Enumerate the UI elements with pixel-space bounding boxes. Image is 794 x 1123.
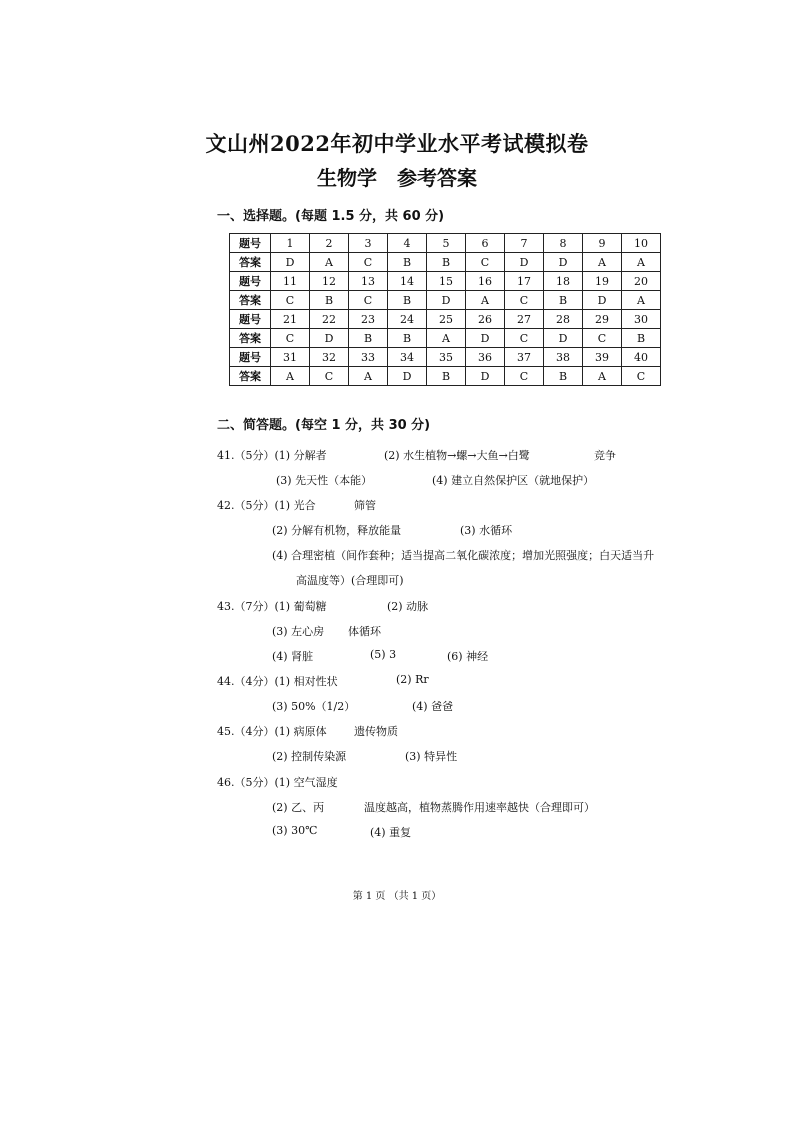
row-label-answer: 答案 — [230, 253, 271, 272]
answer-cell: C — [622, 367, 661, 386]
answer-text: (2) Rr — [396, 673, 429, 686]
question-number-cell: 3 — [349, 234, 388, 253]
answer-cell: A — [271, 367, 310, 386]
answer-cell: A — [349, 367, 388, 386]
answer-text: (2) 水生植物→螺→大鱼→白鹭 — [384, 449, 530, 462]
question-number-cell: 28 — [544, 310, 583, 329]
question-number-cell: 7 — [505, 234, 544, 253]
answer-cell: D — [466, 329, 505, 348]
question-number-cell: 40 — [622, 348, 661, 367]
section-2-heading: 二、简答题。(每空 1 分，共 30 分) — [217, 418, 431, 433]
answer-text: (2) 控制传染源 — [272, 750, 347, 763]
answer-cell: D — [544, 329, 583, 348]
answer-cell: C — [466, 253, 505, 272]
answer-text: (5) 3 — [370, 648, 397, 661]
question-number-cell: 29 — [583, 310, 622, 329]
question-number-cell: 27 — [505, 310, 544, 329]
answer-cell: C — [583, 329, 622, 348]
row-label-answer: 答案 — [230, 329, 271, 348]
answer-cell: A — [466, 291, 505, 310]
answer-text: 高温度等）(合理即可) — [296, 574, 404, 587]
question-number-cell: 6 — [466, 234, 505, 253]
answer-cell: C — [505, 329, 544, 348]
answer-cell: B — [544, 367, 583, 386]
question-number-cell: 12 — [310, 272, 349, 291]
answer-cell: C — [349, 291, 388, 310]
question-number-row — [230, 348, 661, 367]
answer-cell: D — [505, 253, 544, 272]
answer-text: (4) 重复 — [370, 826, 412, 839]
answer-cell: A — [583, 367, 622, 386]
answer-cell: A — [622, 253, 661, 272]
answer-cell: C — [505, 367, 544, 386]
row-label-number: 题号 — [230, 272, 271, 291]
row-label-number: 题号 — [230, 348, 271, 367]
answer-text: 体循环 — [348, 625, 381, 638]
answer-text: 44.（4分）(1) 相对性状 — [217, 675, 338, 688]
answer-cell: B — [388, 329, 427, 348]
question-number-cell: 13 — [349, 272, 388, 291]
answer-cell: D — [310, 329, 349, 348]
answer-cell: B — [622, 329, 661, 348]
answer-cell: C — [271, 291, 310, 310]
question-number-cell: 21 — [271, 310, 310, 329]
row-label-answer: 答案 — [230, 291, 271, 310]
answer-cell: D — [583, 291, 622, 310]
question-number-cell: 14 — [388, 272, 427, 291]
answer-text: (4) 建立自然保护区（就地保护） — [432, 474, 595, 487]
question-number-cell: 15 — [427, 272, 466, 291]
question-number-cell: 22 — [310, 310, 349, 329]
answer-cell: A — [583, 253, 622, 272]
question-number-cell: 5 — [427, 234, 466, 253]
question-number-cell: 16 — [466, 272, 505, 291]
answer-cell: A — [427, 329, 466, 348]
question-number-cell: 35 — [427, 348, 466, 367]
question-number-cell: 19 — [583, 272, 622, 291]
answer-cell: B — [427, 253, 466, 272]
question-number-cell: 8 — [544, 234, 583, 253]
answer-row — [230, 291, 661, 310]
answer-cell: C — [505, 291, 544, 310]
answer-cell: C — [310, 367, 349, 386]
answer-row — [230, 253, 661, 272]
answer-text: 竞争 — [594, 449, 616, 462]
question-number-cell: 32 — [310, 348, 349, 367]
question-number-cell: 23 — [349, 310, 388, 329]
page-subtitle: 生物学 参考答案 — [317, 166, 477, 190]
answer-cell: D — [544, 253, 583, 272]
answer-cell: B — [388, 291, 427, 310]
answer-text: (3) 30℃ — [272, 824, 318, 837]
answer-cell: C — [271, 329, 310, 348]
question-number-row — [230, 310, 661, 329]
answer-text: (4) 肾脏 — [272, 650, 314, 663]
answer-row — [230, 329, 661, 348]
question-number-cell: 26 — [466, 310, 505, 329]
question-number-cell: 9 — [583, 234, 622, 253]
answer-text: (2) 分解有机物，释放能量 — [272, 524, 402, 537]
row-label-answer: 答案 — [230, 367, 271, 386]
question-number-cell: 17 — [505, 272, 544, 291]
question-number-cell: 31 — [271, 348, 310, 367]
question-number-cell: 39 — [583, 348, 622, 367]
answer-text: 45.（4分）(1) 病原体 — [217, 725, 327, 738]
answer-text: (4) 合理密植（间作套种；适当提高二氧化碳浓度；增加光照强度；白天适当升 — [272, 549, 655, 562]
answer-cell: D — [271, 253, 310, 272]
question-number-cell: 24 — [388, 310, 427, 329]
answer-cell: D — [466, 367, 505, 386]
answer-cell: D — [388, 367, 427, 386]
question-number-cell: 1 — [271, 234, 310, 253]
answer-text: (3) 左心房 — [272, 625, 325, 638]
answer-cell: C — [349, 253, 388, 272]
row-label-number: 题号 — [230, 310, 271, 329]
answer-cell: D — [427, 291, 466, 310]
question-number-cell: 34 — [388, 348, 427, 367]
question-number-row — [230, 234, 661, 253]
question-number-row — [230, 272, 661, 291]
answer-text: (3) 水循环 — [460, 524, 513, 537]
question-number-cell: 20 — [622, 272, 661, 291]
question-number-cell: 33 — [349, 348, 388, 367]
question-number-cell: 11 — [271, 272, 310, 291]
question-number-cell: 30 — [622, 310, 661, 329]
answer-text: 41.（5分）(1) 分解者 — [217, 449, 327, 462]
answer-text: 温度越高，植物蒸腾作用速率越快（合理即可） — [364, 801, 595, 814]
question-number-cell: 2 — [310, 234, 349, 253]
answer-cell: B — [349, 329, 388, 348]
answer-text: 43.（7分）(1) 葡萄糖 — [217, 600, 327, 613]
answer-text: (2) 动脉 — [387, 600, 429, 613]
answer-cell: B — [427, 367, 466, 386]
question-number-cell: 38 — [544, 348, 583, 367]
answer-cell: B — [544, 291, 583, 310]
answer-cell: B — [388, 253, 427, 272]
question-number-cell: 18 — [544, 272, 583, 291]
answer-cell: A — [310, 253, 349, 272]
answer-text: 遗传物质 — [354, 725, 398, 738]
answer-table — [229, 233, 661, 386]
answer-text: (6) 神经 — [447, 650, 489, 663]
answer-text: (3) 特异性 — [405, 750, 458, 763]
answer-cell: A — [622, 291, 661, 310]
question-number-cell: 36 — [466, 348, 505, 367]
answer-text: 46.（5分）(1) 空气湿度 — [217, 776, 338, 789]
row-label-number: 题号 — [230, 234, 271, 253]
question-number-cell: 37 — [505, 348, 544, 367]
answer-row — [230, 367, 661, 386]
question-number-cell: 10 — [622, 234, 661, 253]
answer-text: (3) 先天性（本能） — [276, 474, 373, 487]
answer-cell: B — [310, 291, 349, 310]
page-footer: 第 1 页 （共 1 页） — [352, 891, 442, 902]
answer-text: (2) 乙、丙 — [272, 801, 325, 814]
question-number-cell: 25 — [427, 310, 466, 329]
answer-text: 42.（5分）(1) 光合 — [217, 499, 316, 512]
section-1-heading: 一、选择题。(每题 1.5 分，共 60 分) — [217, 209, 445, 224]
answer-text: 筛管 — [354, 499, 376, 512]
question-number-cell: 4 — [388, 234, 427, 253]
answer-text: (3) 50%（1/2） — [272, 700, 356, 713]
page-title: 文山州2022年初中学业水平考试模拟卷 — [205, 131, 589, 156]
answer-text: (4) 爸爸 — [412, 700, 454, 713]
